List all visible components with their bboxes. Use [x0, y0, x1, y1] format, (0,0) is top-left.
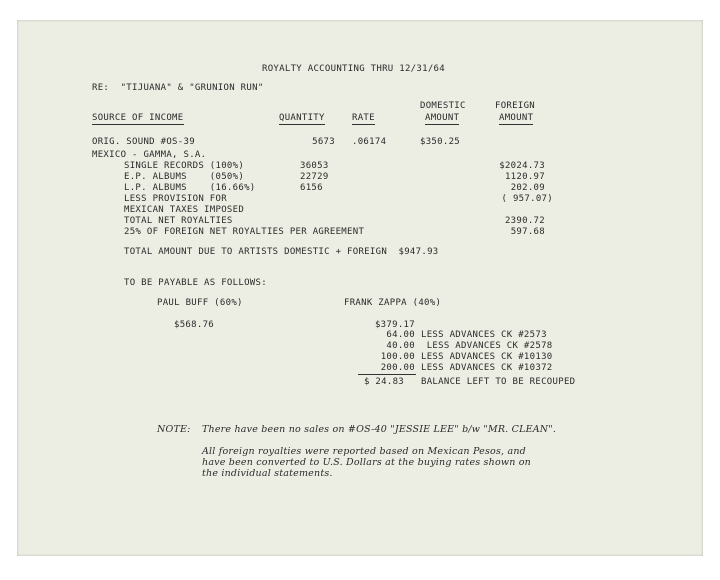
payable-heading: TO BE PAYABLE AS FOLLOWS:	[124, 278, 267, 288]
header-domestic-2: AMOUNT	[425, 113, 460, 123]
balance-text: BALANCE LEFT TO BE RECOUPED	[421, 377, 576, 387]
lp-quantity: 6156	[300, 183, 323, 193]
note-label: NOTE:	[157, 424, 191, 435]
paul-buff-label: PAUL BUFF (60%)	[157, 298, 243, 308]
header-rate: RATE	[352, 113, 375, 123]
advance-text: LESS ADVANCES CK #2578	[421, 341, 553, 351]
advance-text: LESS ADVANCES CK #10372	[421, 363, 553, 373]
lp-label: L.P. ALBUMS (16.66%)	[124, 183, 256, 193]
total-net-label: TOTAL NET ROYALTIES	[124, 216, 233, 226]
document-page	[17, 20, 703, 556]
lp-foreign: 202.09	[510, 183, 545, 193]
single-quantity: 36053	[300, 161, 329, 171]
header-source: SOURCE OF INCOME	[92, 113, 184, 123]
percent-agreement-foreign: 597.68	[510, 227, 545, 237]
mexico-label: MEXICO - GAMMA, S.A.	[92, 150, 207, 160]
orig-rate: .06174	[352, 137, 387, 147]
re-line: RE: "TIJUANA" & "GRUNION RUN"	[92, 83, 264, 93]
less-provision-label: LESS PROVISION FOR	[124, 194, 227, 204]
ep-quantity: 22729	[300, 172, 329, 182]
header-foreign-1: FOREIGN	[495, 101, 536, 111]
mexican-taxes-label: MEXICAN TAXES IMPOSED	[124, 205, 245, 215]
single-label: SINGLE RECORDS (100%)	[124, 161, 245, 171]
paul-buff-amount: $568.76	[174, 320, 215, 330]
single-foreign: $2024.73	[499, 161, 545, 171]
advance-amount: 64.00	[386, 330, 415, 340]
balance-amount: $ 24.83	[364, 377, 405, 387]
ep-foreign: 1120.97	[504, 172, 545, 182]
advance-amount: 200.00	[380, 363, 415, 373]
header-domestic-1: DOMESTIC	[420, 101, 466, 111]
note-1: There have been no sales on #OS-40 "JESSIE LEE" b/w "MR. CLEAN".	[202, 424, 557, 435]
note-2-line-1: All foreign royalties were reported based on Mexican Pesos, and	[202, 446, 526, 457]
ep-label: E.P. ALBUMS (050%)	[124, 172, 245, 182]
total-net-foreign: 2390.72	[504, 216, 545, 226]
note-2-line-3: the individual statements.	[202, 468, 333, 479]
advance-amount: 100.00	[380, 352, 415, 362]
header-foreign-2: AMOUNT	[499, 113, 534, 123]
frank-zappa-amount: $379.17	[374, 320, 415, 330]
orig-label: ORIG. SOUND #OS-39	[92, 137, 195, 147]
note-2-line-2: have been converted to U.S. Dollars at the buying rates shown on	[202, 457, 531, 468]
advance-amount: 40.00	[386, 341, 415, 351]
document-title: ROYALTY ACCOUNTING THRU 12/31/64	[262, 64, 445, 74]
orig-quantity: 5673	[312, 137, 335, 147]
header-quantity: QUANTITY	[279, 113, 325, 123]
percent-agreement-label: 25% OF FOREIGN NET ROYALTIES PER AGREEMENT	[124, 227, 365, 237]
sum-rule	[358, 374, 416, 375]
advance-text: LESS ADVANCES CK #10130	[421, 352, 553, 362]
frank-zappa-label: FRANK ZAPPA (40%)	[344, 298, 442, 308]
less-provision-foreign: ( 957.07)	[501, 194, 553, 204]
orig-domestic: $350.25	[420, 137, 461, 147]
advance-text: LESS ADVANCES CK #2573	[421, 330, 547, 340]
total-due-line: TOTAL AMOUNT DUE TO ARTISTS DOMESTIC + FOREIGN $947.93	[124, 247, 439, 257]
